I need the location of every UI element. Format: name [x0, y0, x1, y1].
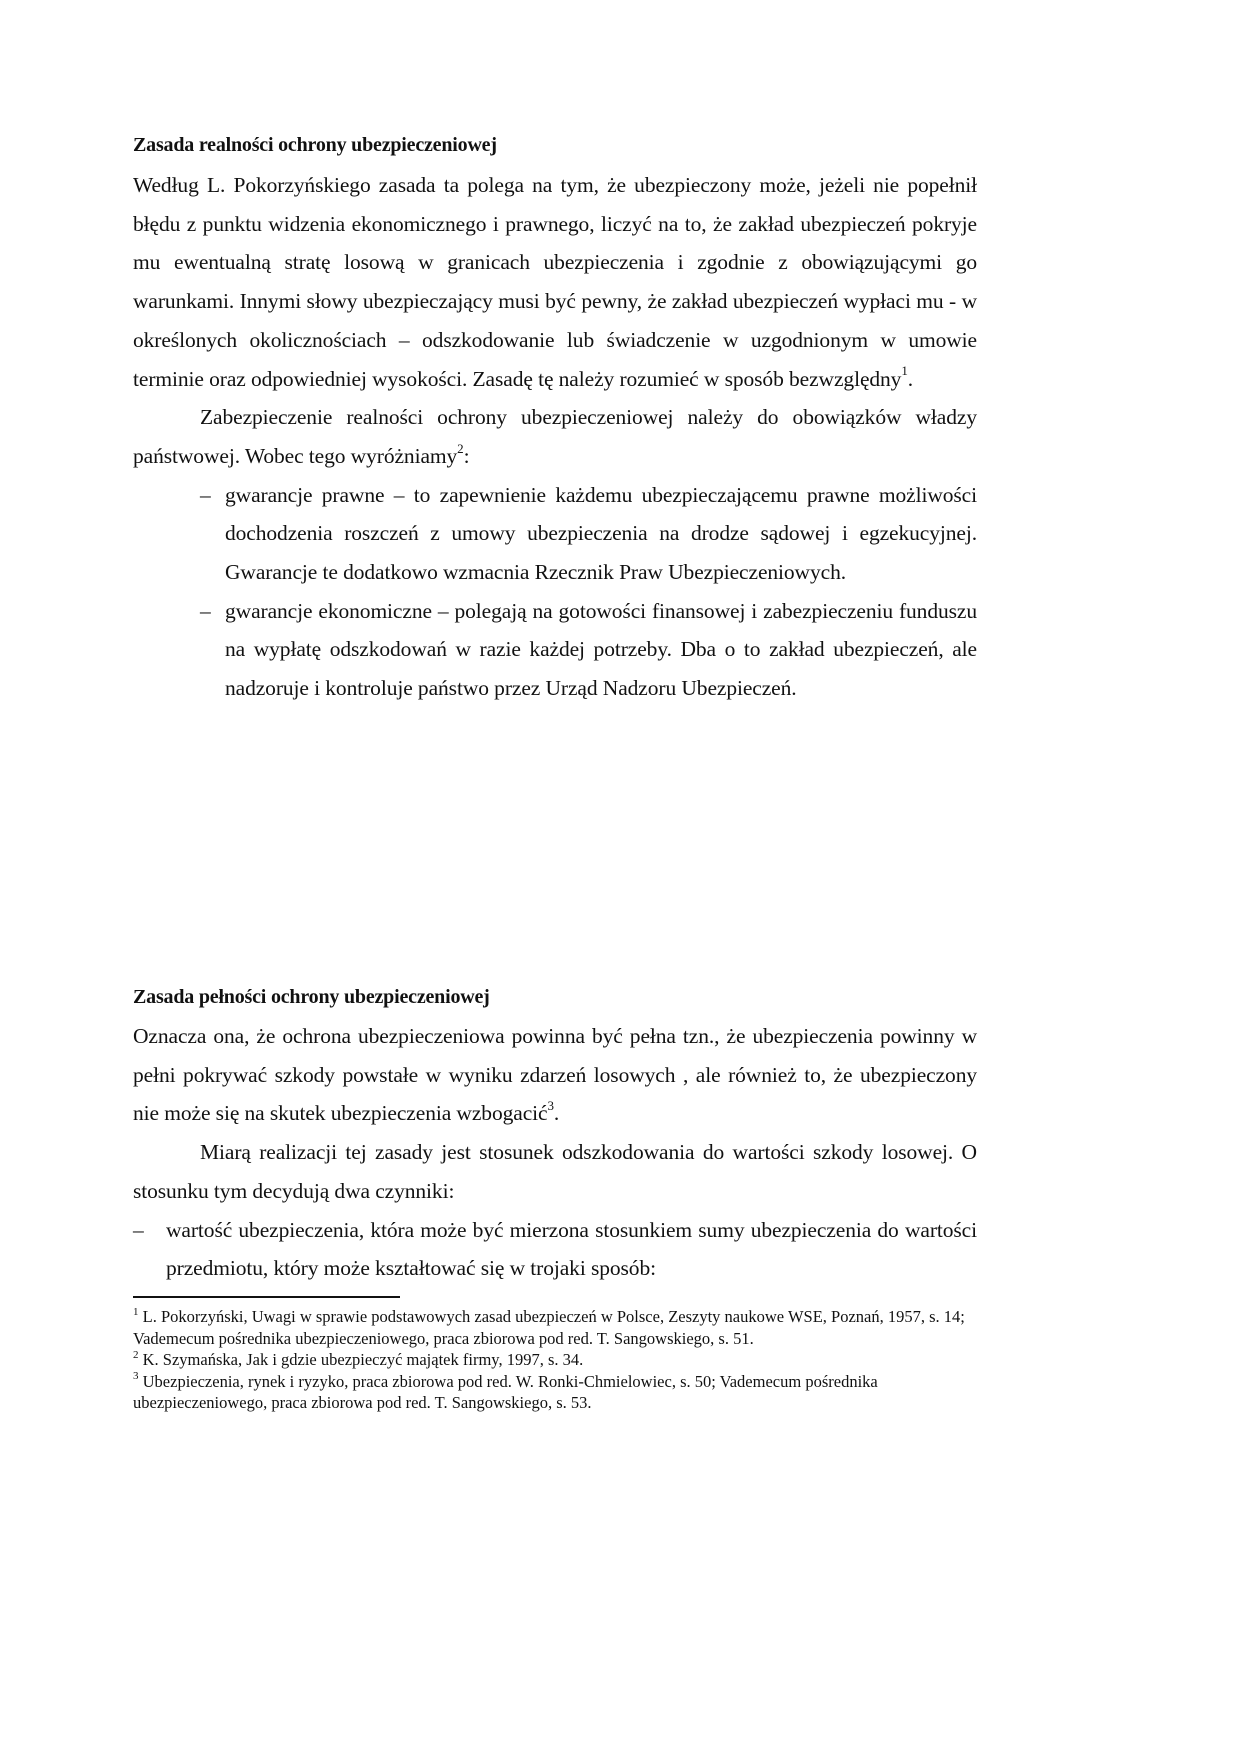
list-item-text: wartość ubezpieczenia, która może być mierzona stosunkiem sumy ubezpieczenia do wartości przedmiotu, który może kształtować się w trojaki sposób:: [166, 1217, 977, 1281]
paragraph-text: Zabezpieczenie realności ochrony ubezpieczeniowej należy do obowiązków władzy państwowej. Wobec tego wyróżniamy: [133, 405, 977, 468]
footnote: [133, 1306, 977, 1349]
paragraph-text: Oznacza ona, że ochrona ubezpieczeniowa powinna być pełna tzn., że ubezpieczenia powinny w pełni pokrywać szkody powstałe w wyniku zdarzeń losowych , ale również to, że ubezpieczony nie może się na skutek ubezpieczenia wzbogacić: [133, 1024, 977, 1126]
footnote-ref[interactable]: 3: [547, 1098, 554, 1114]
list-item: [133, 592, 977, 708]
dash-bullet: –: [200, 482, 211, 507]
footnote: [133, 1371, 977, 1414]
footnote-ref[interactable]: 1: [901, 363, 908, 379]
footnotes: [133, 1306, 977, 1414]
footnote-number: 3: [133, 1370, 139, 1382]
paragraph: Miarą realizacji tej zasady jest stosunek odszkodowania do wartości szkody losowej. O stosunku tym decydują dwa czynniki:: [133, 1140, 977, 1203]
list-item-text: gwarancje prawne – to zapewnienie każdemu ubezpieczającemu prawne możliwości dochodzenia roszczeń z umowy ubezpieczenia na drodze sądowej i egzekucyjnej. Gwarancje te dodatkowo wzmacnia Rzecznik Praw Ubezpieczeniowych.: [225, 482, 977, 585]
section-heading: Zasada realności ochrony ubezpieczeniowej: [133, 134, 497, 156]
punctuation: .: [553, 1101, 560, 1126]
footnote-number: 1: [133, 1305, 139, 1318]
dash-bullet: –: [200, 598, 211, 623]
punctuation: :: [463, 443, 470, 468]
footnote-text: Ubezpieczenia, rynek i ryzyko, praca zbiorowa pod red. W. Ronki-Chmielowiec, s. 50; Vademecum pośrednika ubezpieczeniowego, praca zbiorowa pod red. T. Sangowskiego, s. 53.: [133, 1371, 878, 1412]
section-realnosc: [133, 133, 977, 708]
footnote: [133, 1349, 977, 1371]
footnote-text: L. Pokorzyński, Uwagi w sprawie podstawowych zasad ubezpieczeń w Polsce, Zeszyty naukowe WSE, Poznań, 1957, s. 14; Vademecum pośrednika ubezpieczeniowego, praca zbiorowa pod red. T. Sangowskiego, s. 51.: [133, 1307, 965, 1348]
dash-bullet: –: [133, 1217, 144, 1242]
footnote-ref[interactable]: 2: [457, 440, 464, 456]
footnote-number: 2: [133, 1348, 139, 1361]
list-item-text: gwarancje ekonomiczne – polegają na gotowości finansowej i zabezpieczeniu funduszu na wypłatę odszkodowań w razie każdej potrzeby. Dba o to zakład ubezpieczeń, ale nadzoruje i kontroluje państwo przez Urząd Nadzoru Ubezpieczeń.: [225, 598, 977, 701]
list-item: [133, 1211, 977, 1288]
section-heading: Zasada pełności ochrony ubezpieczeniowej: [133, 986, 490, 1008]
paragraph: [133, 398, 977, 475]
punctuation: .: [907, 366, 914, 391]
guarantees-list: [133, 476, 977, 708]
paragraph: [133, 166, 977, 398]
section-pelnosc: [133, 985, 977, 1288]
paragraph-text: Według L. Pokorzyńskiego zasada ta polega na tym, że ubezpieczony może, jeżeli nie popełnił błędu z punktu widzenia ekonomicznego i prawnego, liczyć na to, że zakład ubezpieczeń pokryje mu ewentualną stratę losową w granicach ubezpieczenia i zgodnie z obowiązującymi go warunkami. Innymi słowy ubezpieczający musi być pewny, że zakład ubezpieczeń wypłaci mu - w określonych okolicznościach – odszkodowanie lub świadczenie w uzgodnionym w umowie terminie oraz odpowiedniej wysokości. Zasadę tę należy rozumieć w sposób bezwzględny: [133, 173, 977, 391]
paragraph: [133, 1017, 977, 1133]
factors-list: [133, 1211, 977, 1288]
list-item: [133, 476, 977, 592]
footnote-separator: [133, 1296, 400, 1298]
footnote-text: K. Szymańska, Jak i gdzie ubezpieczyć majątek firmy, 1997, s. 34.: [138, 1350, 584, 1369]
